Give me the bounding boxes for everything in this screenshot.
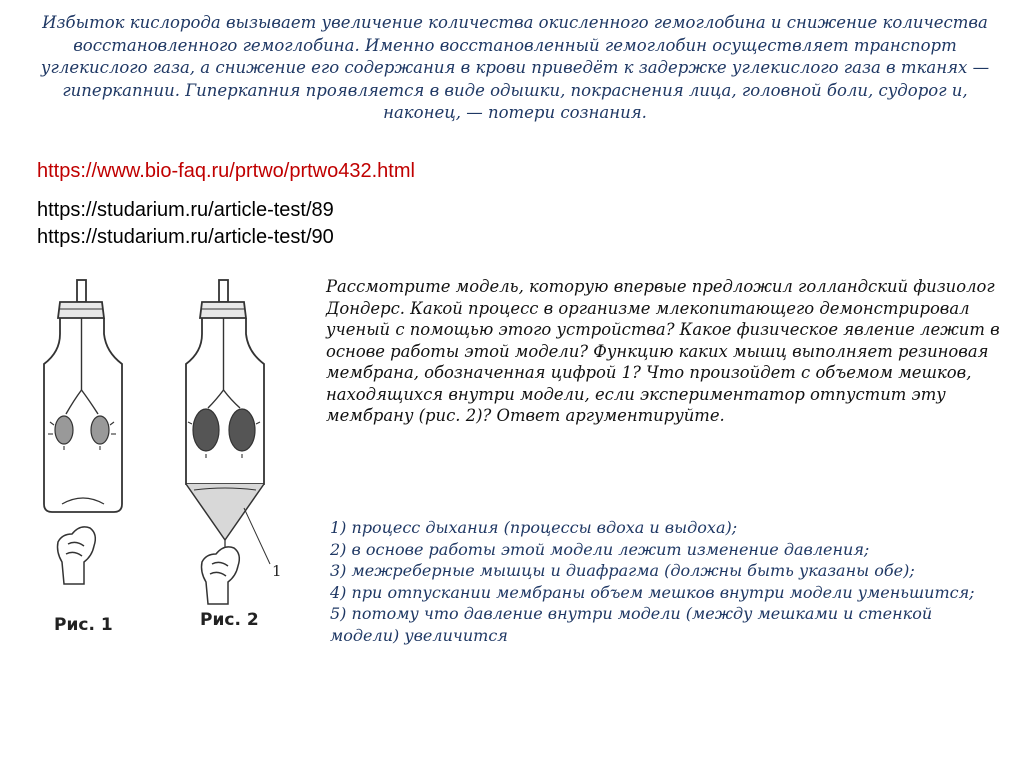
intro-paragraph: Избыток кислорода вызывает увеличение количества окисленного гемоглобина и снижение количества восстановленного гемоглобина. Именно восстановленный гемоглобин осуществляет транспорт углекислого газа, а снижение его содержания в крови приведёт к задержке углекислого газа в тканях — гиперкапнии. Гиперкапния проявляется в виде одышки, покраснения лица, головной боли, судорог и, наконец, — потери сознания. <box>40 13 990 122</box>
answer-item-2: 2) в основе работы этой модели лежит изменение давления; <box>330 539 870 559</box>
question-text: Рассмотрите модель, которую впервые предложил голландский физиолог Дондерс. Какой процесс в организме млекопитающего демонстрировал ученый с помощью этого устройства? Какое физическое явление лежит в основе работы этой модели? Функцию каких мышц выполняет резиновая мембрана, обозначенная цифрой 1? Что произойдет с объемом мешков, находящихся внутри модели, если экспериментатор отпустит эту мембрану (рис. 2)? Ответ аргументируйте. <box>326 277 1000 425</box>
bottle-fig2 <box>186 280 270 564</box>
source-link-studarium-89[interactable]: https://studarium.ru/article-test/89 <box>37 199 334 221</box>
answer-list <box>330 517 1002 646</box>
bottle-fig1 <box>44 280 122 512</box>
figure-caption-1: Рис. 1 <box>54 615 113 635</box>
figure-caption-2: Рис. 2 <box>200 610 259 630</box>
answer-item-3: 3) межреберные мышцы и диафрагма (должны быть указаны обе); <box>330 561 915 580</box>
hand-fig1 <box>58 527 96 584</box>
answer-item-5: 5) потому что давление внутри модели (между мешками и стенкой модели) увеличится <box>330 604 933 645</box>
source-link-bio-faq[interactable]: https://www.bio-faq.ru/prtwo/prtwo432.html <box>37 160 415 182</box>
donders-model-figure <box>22 272 312 647</box>
hand-fig2 <box>202 540 240 604</box>
answer-item-1: 1) процесс дыхания (процессы вдоха и выдоха); <box>330 518 738 537</box>
answer-item-4: 4) при отпускании мембраны объем мешков внутри модели уменьшится; <box>330 582 975 602</box>
membrane-number-label: 1 <box>272 562 282 580</box>
source-link-studarium-90[interactable]: https://studarium.ru/article-test/90 <box>37 226 334 248</box>
